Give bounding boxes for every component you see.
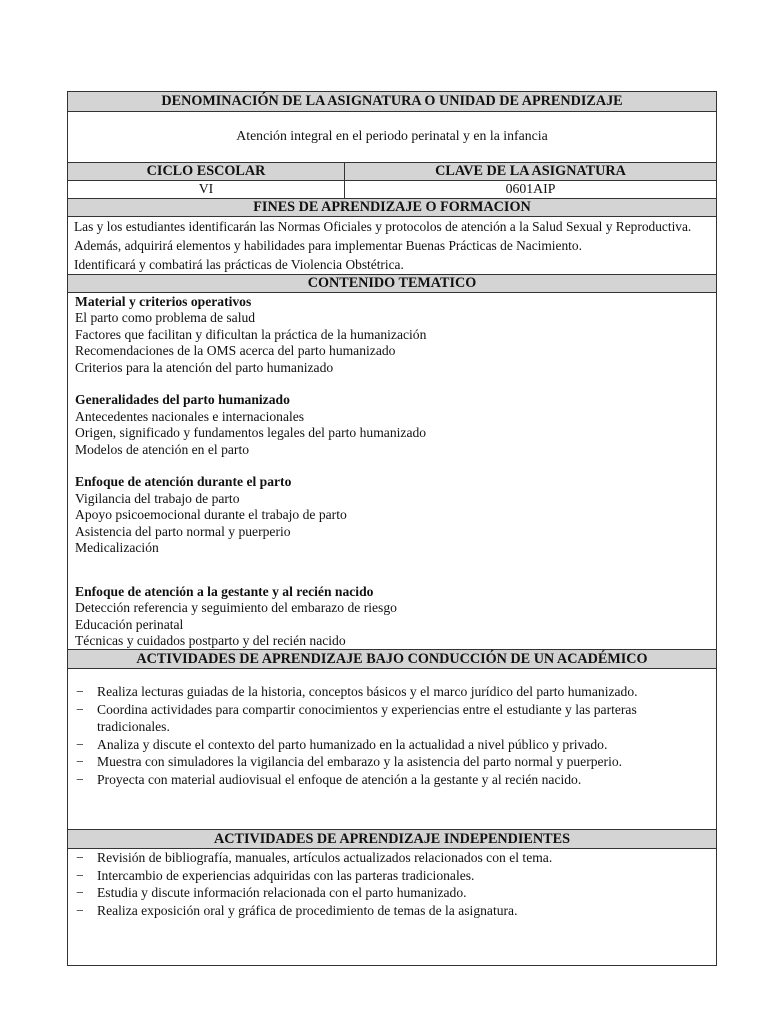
clave-value-cell [345,181,716,198]
section-header-fines [68,199,716,217]
topic-heading: Material y criterios operativos [75,294,252,309]
list-item: − Proyecta con material audiovisual el enfoque de atención a la gestante y al recién nacido. [76,771,582,787]
syllabus-table [67,91,717,966]
fines-title: FINES DE APRENDIZAJE O FORMACION [253,199,531,215]
dash-marker: − [76,850,84,865]
topic-item: Técnicas y cuidados postparto y del recién nacido [75,633,346,649]
section-header-actividades-independientes [68,829,716,849]
info-values-row [68,181,716,199]
actividades-independientes-title: ACTIVIDADES DE APRENDIZAJE INDEPENDIENTES [214,831,570,847]
topic-item: Criterios para la atención del parto humanizado [75,359,334,375]
topic-item: Medicalización [75,540,159,556]
topic-heading: Enfoque de atención a la gestante y al recién nacido [75,583,374,599]
list-item: − Realiza exposición oral y gráfica de procedimiento de temas de la asignatura. [76,902,518,918]
topic-item: Apoyo psicoemocional durante el trabajo de parto [75,507,347,523]
topic-item: El parto como problema de salud [75,310,256,326]
topic-heading: Generalidades del parto humanizado [75,392,290,408]
actividades-independientes-body [68,849,716,965]
list-item: − Coordina actividades para compartir conocimientos y experiencias entre el estudiante y las parteras tradicionales. [76,701,637,735]
fines-line: Además, adquirirá elementos y habilidades para implementar Buenas Prácticas de Nacimiento. [74,238,582,253]
dash-marker: − [76,867,84,883]
list-item: − Realiza lecturas guiadas de la historia, conceptos básicos y el marco jurídico del parto humanizado. [76,684,638,699]
topic-item: Educación perinatal [75,616,184,632]
list-item: − Intercambio de experiencias adquiridas con las parteras tradicionales. [76,867,475,883]
topic-item: Detección referencia y seguimiento del embarazo de riesgo [75,600,397,616]
clave-value: 0601AIP [505,181,556,196]
topic-item: Vigilancia del trabajo de parto [75,490,240,506]
course-name-cell [68,112,716,162]
topic-item: Antecedentes nacionales e internacionales [75,408,305,424]
clave-label: CLAVE DE LA ASIGNATURA [435,163,626,179]
topic-item: Modelos de atención en el parto [75,441,250,457]
topic-heading: Enfoque de atención durante el parto [75,474,292,490]
dash-marker: − [76,771,84,787]
fines-line: Identificará y combatirá las prácticas de Violencia Obstétrica. [74,257,404,272]
clave-label-cell [345,163,716,180]
ciclo-value-cell [68,181,345,198]
section-header-contenido [68,274,716,293]
dash-marker: − [76,885,84,901]
ciclo-label: CICLO ESCOLAR [146,163,266,179]
topic-item: Asistencia del parto normal y puerperio [75,523,291,539]
list-item: − Estudia y discute información relacionada con el parto humanizado. [76,885,467,901]
list-item: − Analiza y discute el contexto del parto humanizado en la actualidad a nivel público y privado. [76,736,608,752]
course-name: Atención integral en el periodo perinatal y en la infancia [236,128,548,143]
dash-marker: − [76,684,84,699]
section-header-actividades-conduccion [68,649,716,669]
actividades-conduccion-list [68,683,716,789]
list-item: − Muestra con simuladores la vigilancia del embarazo y la asistencia del parto normal y puerperio. [76,754,623,770]
topic-item: Origen, significado y fundamentos legales del parto humanizado [75,425,427,441]
ciclo-value: VI [198,181,214,196]
topic-item: Recomendaciones de la OMS acerca del parto humanizado [75,343,396,359]
dash-marker: − [76,754,84,770]
topic-item: Factores que facilitan y dificultan la práctica de la humanización [75,326,427,342]
dash-marker: − [76,736,84,752]
dash-marker: − [76,701,84,717]
fines-body [68,217,716,274]
list-item: − Revisión de bibliografía, manuales, artículos actualizados relacionados con el tema. [76,850,553,865]
denominacion-title: DENOMINACIÓN DE LA ASIGNATURA O UNIDAD DE APRENDIZAJE [161,93,623,109]
actividades-conduccion-body [68,669,716,829]
info-labels-row [68,162,716,181]
fines-line: Las y los estudiantes identificarán las Normas Oficiales y protocolos de atención a la Salud Sexual y Reproductiva. [74,219,692,234]
section-header-denominacion [68,92,716,112]
actividades-conduccion-title: ACTIVIDADES DE APRENDIZAJE BAJO CONDUCCIÓN DE UN ACADÉMICO [136,651,648,667]
contenido-body [68,293,716,649]
ciclo-label-cell [68,163,345,180]
dash-marker: − [76,902,84,918]
contenido-title: CONTENIDO TEMATICO [307,275,477,291]
actividades-independientes-list [68,849,716,919]
